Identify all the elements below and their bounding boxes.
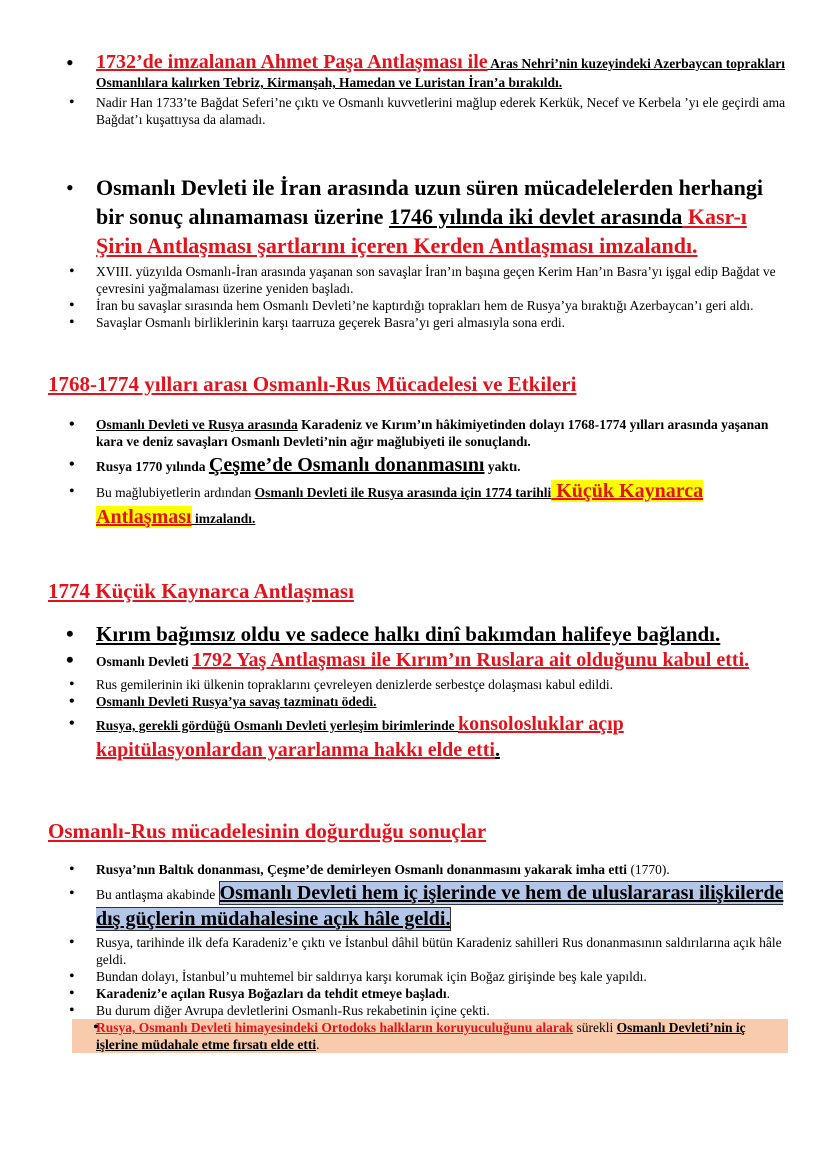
list-item-text: Kırım bağımsız oldu ve sadece halkı dinî bakımdan halifeye bağlandı.	[96, 622, 721, 646]
list-item-text: imzalandı.	[191, 511, 256, 526]
list-item-text: Savaşlar Osmanlı birliklerinin karşı taarruza geçerek Basra’yı geri almasıyla sona erdi.	[96, 315, 565, 330]
list-item	[48, 416, 788, 450]
list-item-text: (1770).	[627, 862, 670, 877]
highlight-text: Küçük Kaynarca Antlaşması	[96, 480, 704, 528]
list-item	[48, 314, 788, 331]
list-item-text: Osmanlı Devleti	[96, 654, 192, 669]
highlight-text: 1746 yılında iki devlet arasında	[388, 204, 683, 229]
list-item-text: Bu durum diğer Avrupa devletlerini Osmanlı-Rus rekabetinin içine çekti.	[96, 1003, 490, 1018]
list-item-text: XVIII. yüzyılda Osmanlı-İran arasında yaşanan son savaşlar İran’ın başına geçen Kerim Han’ın Basra’yı işgal edip Bağdat ve çevresini yağmalaması üzerine yeniden başladı.	[96, 264, 776, 296]
list-item-text: .	[446, 986, 450, 1001]
section-heading: 1774 Küçük Kaynarca Antlaşması	[48, 579, 354, 603]
list-kerden	[48, 175, 788, 331]
list-item	[48, 968, 788, 985]
highlight-text: Osmanlı Devleti’nin iç işlerine müdahale etme fırsatı elde etti	[96, 1020, 746, 1052]
list-item-text: Rusya, tarihinde ilk defa Karadeniz’e çıktı ve İstanbul dâhil bütün Karadeniz sahilleri Rus donanmasının saldırılarına açık hâle geldi.	[96, 935, 782, 967]
list-item-text: Rusya 1770 yılında	[96, 459, 209, 474]
highlight-text: Çeşme’de Osmanlı donanmasını	[208, 454, 485, 476]
highlight-text: 1732’de imzalanan Ahmet Paşa Antlaşması ile	[96, 51, 488, 73]
list-item	[48, 453, 788, 479]
list-item-text: Bundan dolayı, İstanbul’u muhtemel bir saldırıya karşı korumak için Boğaz girişinde beş kale yapıldı.	[96, 969, 647, 984]
list-item-text: Karadeniz ve Kırım’ın hâkimiyetinden dolayı 1768-1774 yılları arasında yaşanan kara ve deniz savaşları Osmanlı Devleti’nin ağır mağlubiyeti ile sonuçlandı.	[96, 417, 769, 449]
highlight-text: Kasr-ı Şirin Antlaşması şartlarını içeren Kerden Antlaşması imzalandı.	[96, 204, 747, 258]
highlight-text: 1792 Yaş Antlaşması ile Kırım’ın Ruslara ait olduğunu kabul etti.	[192, 649, 750, 671]
list-item	[48, 693, 788, 710]
list-item	[48, 175, 788, 262]
list-item-text: .	[494, 739, 500, 761]
list-item	[48, 1002, 788, 1019]
highlight-text: Osmanlı Devleti ve Rusya arasında	[96, 417, 298, 432]
list-item	[48, 94, 788, 128]
list-item	[48, 50, 788, 92]
list-item-text: sürekli	[573, 1020, 617, 1035]
list-item	[48, 263, 788, 297]
list-kucuk-kaynarca	[48, 622, 788, 764]
list-item-text: Rusya’nın Baltık donanması, Çeşme’de demirleyen Osmanlı donanmasını yakarak imha etti	[96, 862, 628, 877]
list-item	[48, 861, 788, 878]
highlight-text: konsolosluklar açıp kapitülasyonlardan yararlanma hakkı elde etti	[96, 713, 624, 761]
highlight-text: Rusya, Osmanlı Devleti himayesindeki Ortodoks halkların koruyuculuğunu alarak	[96, 1020, 574, 1035]
list-item-text: Osmanlı Devleti ile İran arasında uzun süren mücadelelerden herhangi bir sonuç alınamaması üzerine	[96, 175, 763, 229]
list-item	[48, 297, 788, 314]
highlight-text: Osmanlı Devleti ile Rusya arasında için 1774 tarihli	[254, 485, 552, 500]
list-sonuclar	[48, 861, 788, 1053]
list-item	[48, 676, 788, 693]
list-item	[48, 934, 788, 968]
list-item-text: Rus gemilerinin iki ülkenin topraklarını çevreleyen denizlerde serbestçe dolaşması kabul edildi.	[96, 677, 613, 692]
list-item-text: Bu antlaşma akabinde	[96, 887, 219, 902]
list-item	[48, 479, 788, 531]
list-item-text: Aras Nehri’nin kuzeyindeki Azerbaycan toprakları Osmanlılara kalırken Tebriz, Kirmanşah, Hamedan ve Luristan İran’a bırakıldı.	[96, 56, 786, 90]
section-heading: Osmanlı-Rus mücadelesinin doğurduğu sonuçlar	[48, 819, 487, 843]
section-heading: 1768-1774 yılları arası Osmanlı-Rus Mücadelesi ve Etkileri	[48, 372, 577, 396]
list-item-text: yaktı.	[484, 459, 521, 474]
list-rus-mucadele	[48, 416, 788, 531]
highlight-text: Osmanlı Devleti hem iç işlerinde ve hem de uluslararası ilişkilerde dış güçlerin müdahalesine açık hâle geldi.	[96, 882, 784, 930]
list-item	[48, 985, 788, 1002]
list-item-text: Bu mağlubiyetlerin ardından	[96, 485, 255, 500]
list-item-text: Karadeniz’e açılan Rusya Boğazları da tehdit etmeye başladı	[96, 986, 447, 1001]
list-item-text: Osmanlı Devleti Rusya’ya savaş tazminatı ödedi.	[96, 694, 377, 709]
list-item	[72, 1019, 788, 1053]
list-item-text: İran bu savaşlar sırasında hem Osmanlı Devleti’ne kaptırdığı toprakları hem de Rusya’ya bıraktığı Azerbaycan’ı geri aldı.	[96, 298, 754, 313]
list-ahmet-pasa	[48, 50, 788, 128]
list-item-text: .	[316, 1037, 320, 1052]
list-item-text: Nadir Han 1733’te Bağdat Seferi’ne çıktı ve Osmanlı kuvvetlerini mağlup ederek Kerkük, Necef ve Kerbela ’yı ele geçirdi ama Bağdat’ı kuşattıysa da alamadı.	[96, 95, 786, 127]
list-item	[48, 881, 788, 933]
list-item	[48, 712, 788, 764]
list-item-text: Rusya, gerekli gördüğü Osmanlı Devleti yerleşim birimlerinde	[96, 718, 458, 733]
list-item	[48, 622, 788, 646]
list-item	[48, 648, 788, 674]
